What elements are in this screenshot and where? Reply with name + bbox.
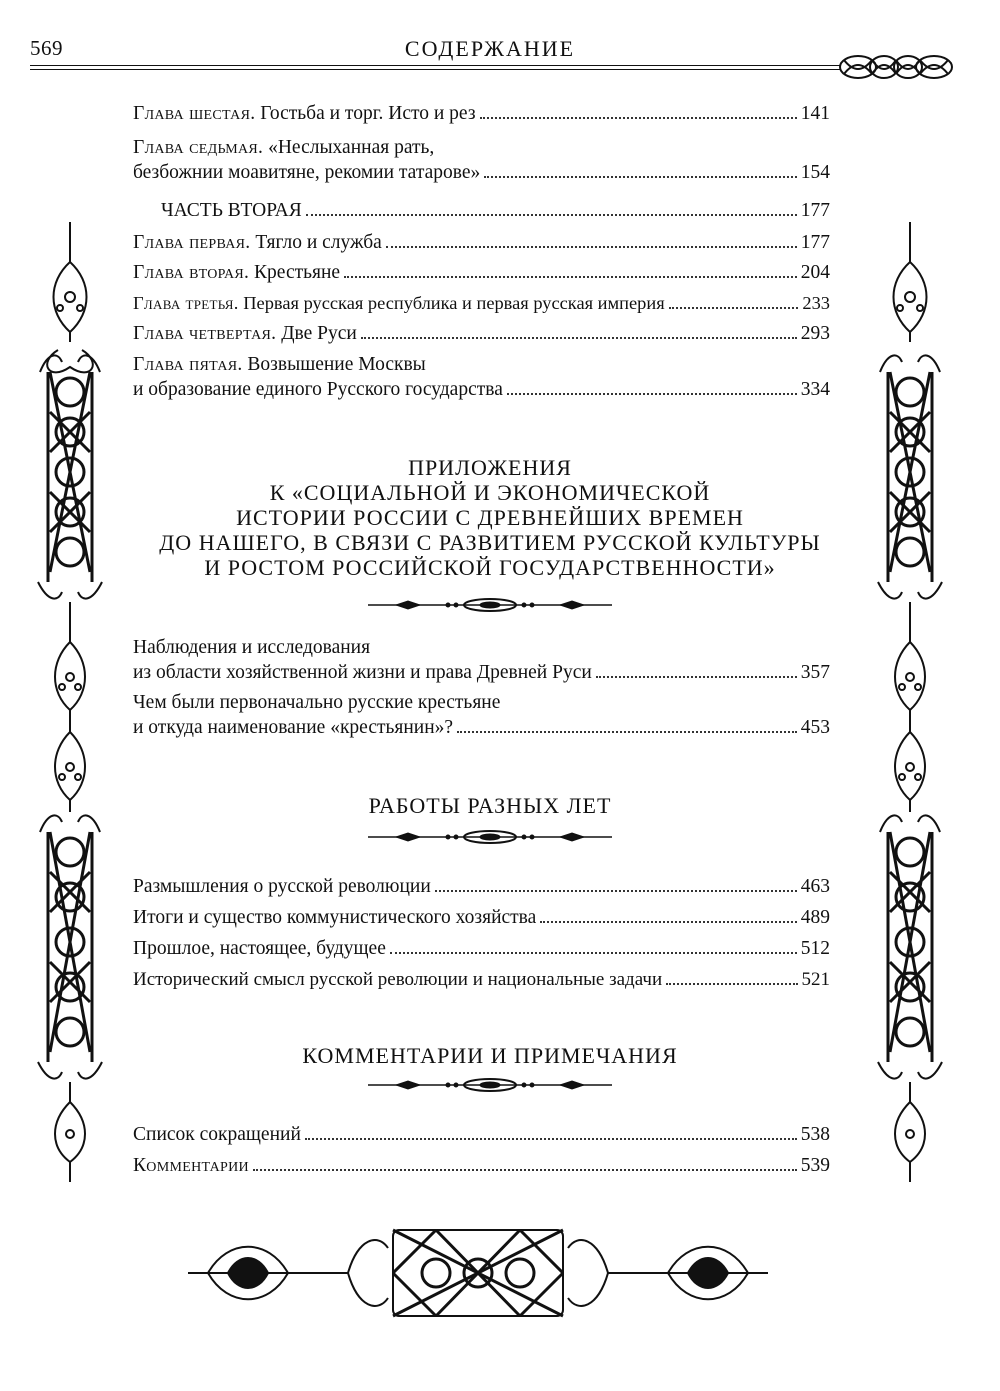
- left-border-ornament-icon: [28, 222, 128, 1182]
- chapter-label: Глава первая.: [133, 232, 251, 253]
- entry-title: Прошлое, настоящее, будущее: [133, 938, 386, 959]
- chapter-title-line1: Возвышение Москвы: [247, 354, 426, 375]
- appendix-heading-line: ПРИЛОЖЕНИЯ: [408, 455, 572, 480]
- page-ref: 538: [800, 1124, 830, 1145]
- leader-dots: [435, 890, 797, 892]
- comments-heading: КОММЕНТАРИИ И ПРИМЕЧАНИЯ: [302, 1043, 678, 1068]
- divider-ornament-icon: [368, 596, 612, 614]
- chapter-title-line2: безбожнии моавитяне, рекомии татарове»: [133, 162, 481, 183]
- entry-title-line1: Наблюдения и исследования: [133, 637, 371, 658]
- toc-entry: [133, 230, 830, 255]
- entry-title: Комментарии: [133, 1155, 249, 1176]
- leader-dots: [344, 276, 797, 278]
- divider-ornament-icon: [368, 1076, 612, 1094]
- header-rule: [30, 65, 840, 70]
- divider-ornament-icon: [368, 828, 612, 846]
- leader-dots: [484, 176, 797, 178]
- entry-title-line2: из области хозяйственной жизни и права Древней Руси: [133, 662, 592, 683]
- appendix-heading-line: ДО НАШЕГО, В СВЯЗИ С РАЗВИТИЕМ РУССКОЙ КУЛЬТУРЫ: [159, 530, 821, 555]
- leader-dots: [507, 393, 797, 395]
- page-ref: 539: [800, 1155, 830, 1176]
- toc-entry: [133, 260, 830, 285]
- appendix-heading-line: ИСТОРИИ РОССИИ С ДРЕВНЕЙШИХ ВРЕМЕН: [236, 505, 744, 530]
- chapter-label: Глава пятая.: [133, 354, 243, 375]
- leader-dots: [480, 117, 797, 119]
- chapter-label: Глава третья.: [133, 293, 239, 313]
- toc-entry: [133, 321, 830, 346]
- appendix-heading: [0, 455, 980, 580]
- part-title: ЧАСТЬ ВТОРАЯ: [161, 200, 302, 221]
- leader-dots: [666, 983, 797, 985]
- page-ref: 233: [802, 293, 830, 313]
- page-ref: 177: [800, 232, 830, 253]
- chapter-title: Гостьба и торг. Исто и рез: [260, 103, 476, 124]
- toc-entry: [133, 905, 830, 930]
- running-title: СОДЕРЖАНИЕ: [404, 36, 576, 61]
- toc-entry: [133, 1153, 830, 1178]
- entry-title: Исторический смысл русской революции и национальные задачи: [133, 969, 663, 990]
- chapter-label: Глава шестая.: [133, 103, 256, 124]
- page-ref: 489: [800, 907, 830, 928]
- leader-dots: [253, 1169, 797, 1171]
- page-ref: 293: [800, 323, 830, 344]
- toc-entry: [133, 135, 830, 185]
- toc-entry: [133, 291, 830, 316]
- leader-dots: [596, 676, 797, 678]
- chapter-label: Глава вторая.: [133, 262, 250, 283]
- leader-dots: [361, 337, 797, 339]
- entry-title: Итоги и существо коммунистического хозяйства: [133, 907, 537, 928]
- entry-title: Размышления о русской революции: [133, 876, 431, 897]
- page-ref: 334: [800, 379, 830, 400]
- page-ref: 357: [800, 662, 830, 683]
- works-heading: РАБОТЫ РАЗНЫХ ЛЕТ: [368, 793, 612, 818]
- page-ref: 453: [800, 717, 830, 738]
- page-number: 569: [30, 36, 63, 60]
- chapter-label: Глава седьмая.: [133, 137, 264, 158]
- toc-entry: [133, 690, 830, 740]
- leader-dots: [540, 921, 796, 923]
- chapter-title-line2: и образование единого Русского государства: [133, 379, 503, 400]
- right-border-ornament-icon: [868, 222, 968, 1182]
- toc-entry: [133, 967, 830, 992]
- appendix-heading-line: И РОСТОМ РОССИЙСКОЙ ГОСУДАРСТВЕННОСТИ»: [204, 555, 776, 580]
- page-ref: 463: [800, 876, 830, 897]
- bottom-knot-ornament-icon: [188, 1218, 768, 1328]
- toc-entry: [133, 936, 830, 961]
- leader-dots: [390, 952, 797, 954]
- leader-dots: [386, 246, 797, 248]
- page-ref: 521: [801, 969, 830, 990]
- toc-entry: [133, 635, 830, 685]
- leader-dots: [305, 1138, 797, 1140]
- entry-title-line2: и откуда наименование «крестьянин»?: [133, 717, 454, 738]
- leader-dots: [306, 214, 797, 216]
- page-ref: 177: [800, 200, 830, 221]
- entry-title: Список сокращений: [133, 1124, 301, 1145]
- page-ref: 154: [800, 162, 830, 183]
- chapter-label: Глава четвертая.: [133, 323, 277, 344]
- chapter-title: Первая русская республика и первая русская империя: [243, 293, 665, 313]
- part-heading-entry: [133, 198, 830, 223]
- chapter-title: Две Руси: [281, 323, 357, 344]
- page-ref: 204: [800, 262, 830, 283]
- toc-entry: [133, 352, 830, 402]
- chapter-title: Тягло и служба: [255, 232, 382, 253]
- toc-entry: [133, 874, 830, 899]
- appendix-heading-line: К «СОЦИАЛЬНОЙ И ЭКОНОМИЧЕСКОЙ: [269, 480, 711, 505]
- chapter-title-line1: «Неслыханная рать,: [268, 137, 435, 158]
- entry-title-line1: Чем были первоначально русские крестьяне: [133, 692, 501, 713]
- leader-dots: [669, 307, 799, 309]
- leader-dots: [457, 731, 797, 733]
- toc-entry: [133, 1122, 830, 1147]
- page-ref: 512: [800, 938, 830, 959]
- chapter-title: Крестьяне: [254, 262, 341, 283]
- toc-entry: [133, 101, 830, 126]
- header-knot-ornament-icon: [836, 50, 956, 84]
- page-ref: 141: [800, 103, 830, 124]
